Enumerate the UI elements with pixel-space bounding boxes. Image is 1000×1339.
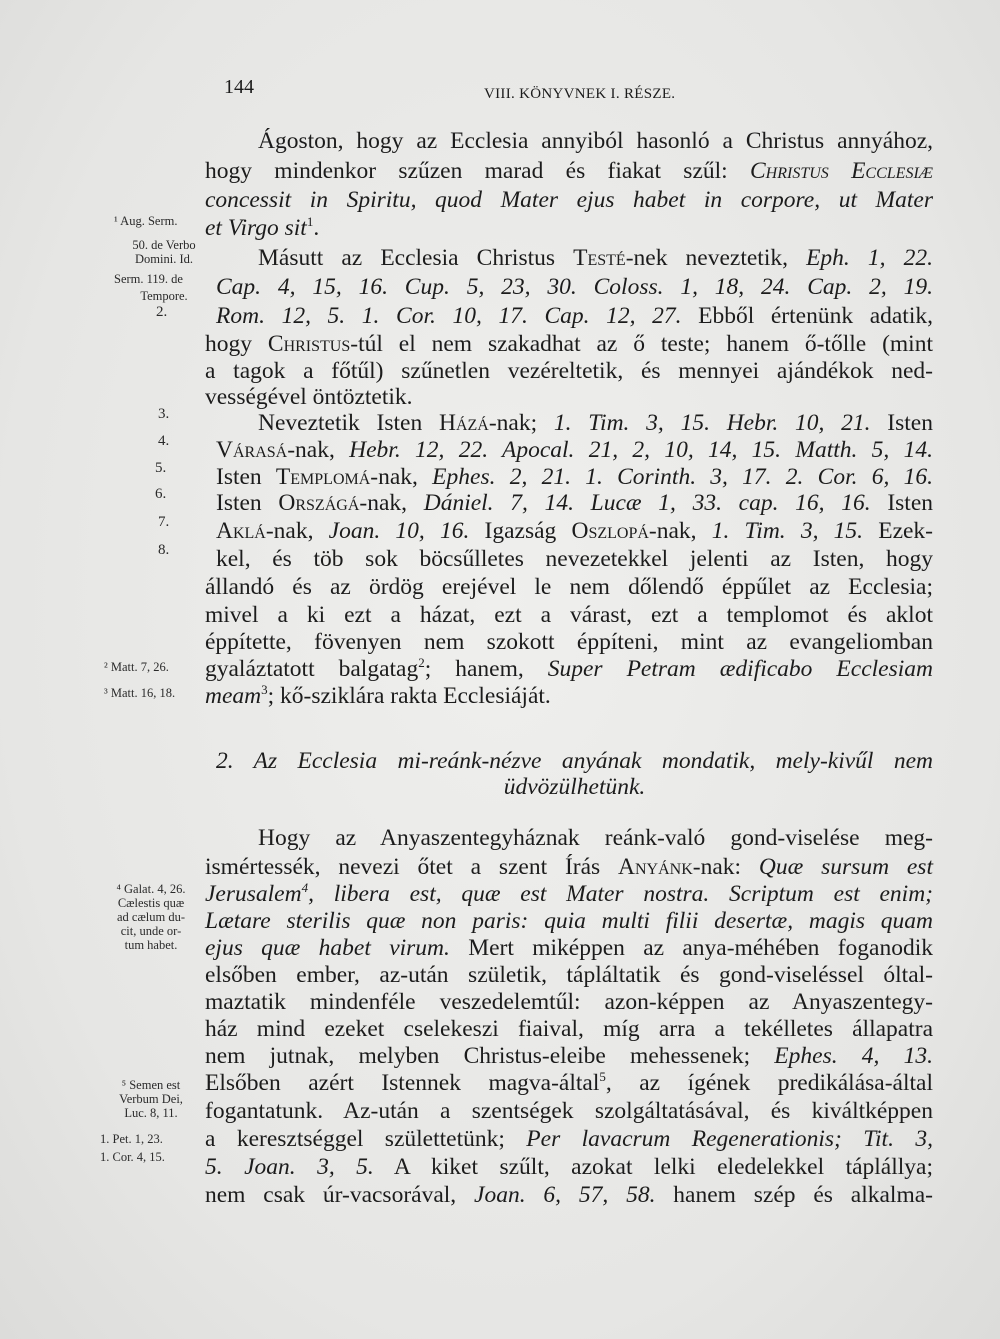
text-line: a tagok a főtűl) szűnetlen vezéreltetik, és mennyei ajándékok ned- [205,358,933,384]
margin-number: 8. [158,542,170,558]
section-heading-cont: üdvözülhetünk. [503,774,646,800]
margin-number: 5. [155,460,167,476]
margin-note: ³ Matt. 16, 18. [104,686,176,700]
text-line: ház mind ezeket cselekeszi fiaival, míg arra a tekélletes állapatra [205,1016,933,1042]
running-title: VIII. KÖNYVNEK I. RÉSZE. [484,86,676,102]
margin-note: ² Matt. 7, 26. [104,660,169,674]
text-line: gyaláztatott balgatag$^2$; hanem, Super Petram ædificabo Ecclesiam [205,655,933,682]
margin-note: ⁴ Galat. 4, 26. Cælestis quæ ad cælum du- cit, unde or- tum habet. [116,882,186,952]
text-line: Hogy az Anyaszentegyháznak reánk-való gond-viselése meg- [258,825,933,851]
text-line: maztatik mindenféle veszedelemtűl: azon-képpen az Anyaszentegy- [205,989,933,1015]
text-line: kel, és töb sok böcsűlletes nevezetekkel jelenti az Isten, hogy [216,546,933,572]
text-line: Cap. 4, 15, 16. Cup. 5, 23, 30. Coloss. 1, 18, 24. Cap. 2, 19. [216,274,933,300]
text-line: Isten Templomá-nak, Ephes. 2, 21. 1. Corinth. 3, 17. 2. Cor. 6, 16. [216,464,933,490]
margin-note: Serm. 119. de [114,272,183,286]
text-line: Másutt az Ecclesia Christus Testé-nek neveztetik, Eph. 1, 22. [258,245,933,271]
text-line: elsőben ember, az-után születik, tápláltatik és gond-viseléssel óltal- [205,962,933,988]
text-line: Várasá-nak, Hebr. 12, 22. Apocal. 21, 2, 10, 14, 15. Matth. 5, 14. [216,437,933,463]
text-line: vességével öntöztetik. [205,384,413,410]
text-line: nem csak úr-vacsorával, Joan. 6, 57, 58. hanem szép és alkalma- [205,1182,933,1208]
margin-number: 2. [156,304,168,320]
section-heading: 2. Az Ecclesia mi-reánk-nézve anyának mondatik, mely-kivűl nem [216,748,933,774]
text-line: hogy mindenkor szűzen marad és fiakat szűl: Christus Ecclesiæ [205,158,934,184]
text-line: et Virgo sit$^1$. [205,214,320,241]
text-line: állandó és az ördög erejével le nem dőlendő éppűlet az Ecclesia; [205,574,933,600]
margin-number: 4. [158,433,170,449]
margin-number: 7. [158,514,170,530]
text-line: Aklá-nak, Joan. 10, 16. Igazság Oszlopá-nak, 1. Tim. 3, 15. Ezek- [216,518,933,544]
text-line: meam$^3$; kő-sziklára rakta Ecclesiáját. [205,682,551,709]
text-line: Isten Országá-nak, Dániel. 7, 14. Lucæ 1, 33. cap. 16, 16. Isten [216,490,934,516]
margin-note: Tempore. [140,289,188,303]
text-line: ismértessék, nevezi őtet a szent Írás Anyánk-nak: Quæ sursum est [205,854,933,880]
text-line: concessit in Spiritu, quod Mater ejus habet in corpore, ut Mater [205,187,933,213]
text-line: nem jutnak, melyben Christus-eleibe mehessenek; Ephes. 4, 13. [205,1043,933,1069]
margin-number: 3. [158,406,170,422]
text-line: 5. Joan. 3, 5. A kiket szűlt, azokat lelki eledelekkel táplállya; [205,1154,933,1180]
margin-note: 1. Pet. 1, 23. [100,1132,163,1146]
text-line: fogantatunk. Az-után a szentségek szolgáltatásával, és kiváltképpen [205,1098,933,1124]
text-line: Elsőben azért Istennek magva-által$^5$, az ígének predikálása-által [205,1069,933,1096]
text-line: éppítette, fövenyen nem szokott éppíteni, mint az evangeliomban [205,629,933,655]
text-line: a keresztséggel születtetünk; Per lavacrum Regenerationis; Tit. 3, [205,1126,933,1152]
text-line: Rom. 12, 5. 1. Cor. 10, 17. Cap. 12, 27. Ebből értenünk adatik, [216,303,933,329]
margin-number: 6. [155,486,167,502]
text-line: Lætare sterilis quæ non paris: quia multi filii desertæ, magis quam [205,908,933,934]
text-line: Ágoston, hogy az Ecclesia annyiból hasonló a Christus annyához, [258,128,933,154]
text-line: Neveztetik Isten Házá-nak; 1. Tim. 3, 15. Hebr. 10, 21. Isten [258,410,933,436]
margin-note: ¹ Aug. Serm. [114,214,178,228]
text-line: hogy Christus-túl el nem szakadhat az ő teste; hanem ő-tőlle (mint [205,331,933,357]
page-number: 144 [224,76,254,98]
margin-note: 50. de Verbo Domini. Id. [132,238,196,266]
text-line: mivel a ki ezt a házat, ezt a várast, ezt a templomot és aklot [205,602,933,628]
margin-note: ⁵ Semen est Verbum Dei, Luc. 8, 11. [119,1078,183,1120]
margin-note: 1. Cor. 4, 15. [100,1150,165,1164]
text-line: Jerusalem$^4$, libera est, quæ est Mater nostra. Scriptum est enim; [205,880,933,907]
text-line: ejus quæ habet virum. Mert miképpen az anya-méhében foganodik [205,935,933,961]
